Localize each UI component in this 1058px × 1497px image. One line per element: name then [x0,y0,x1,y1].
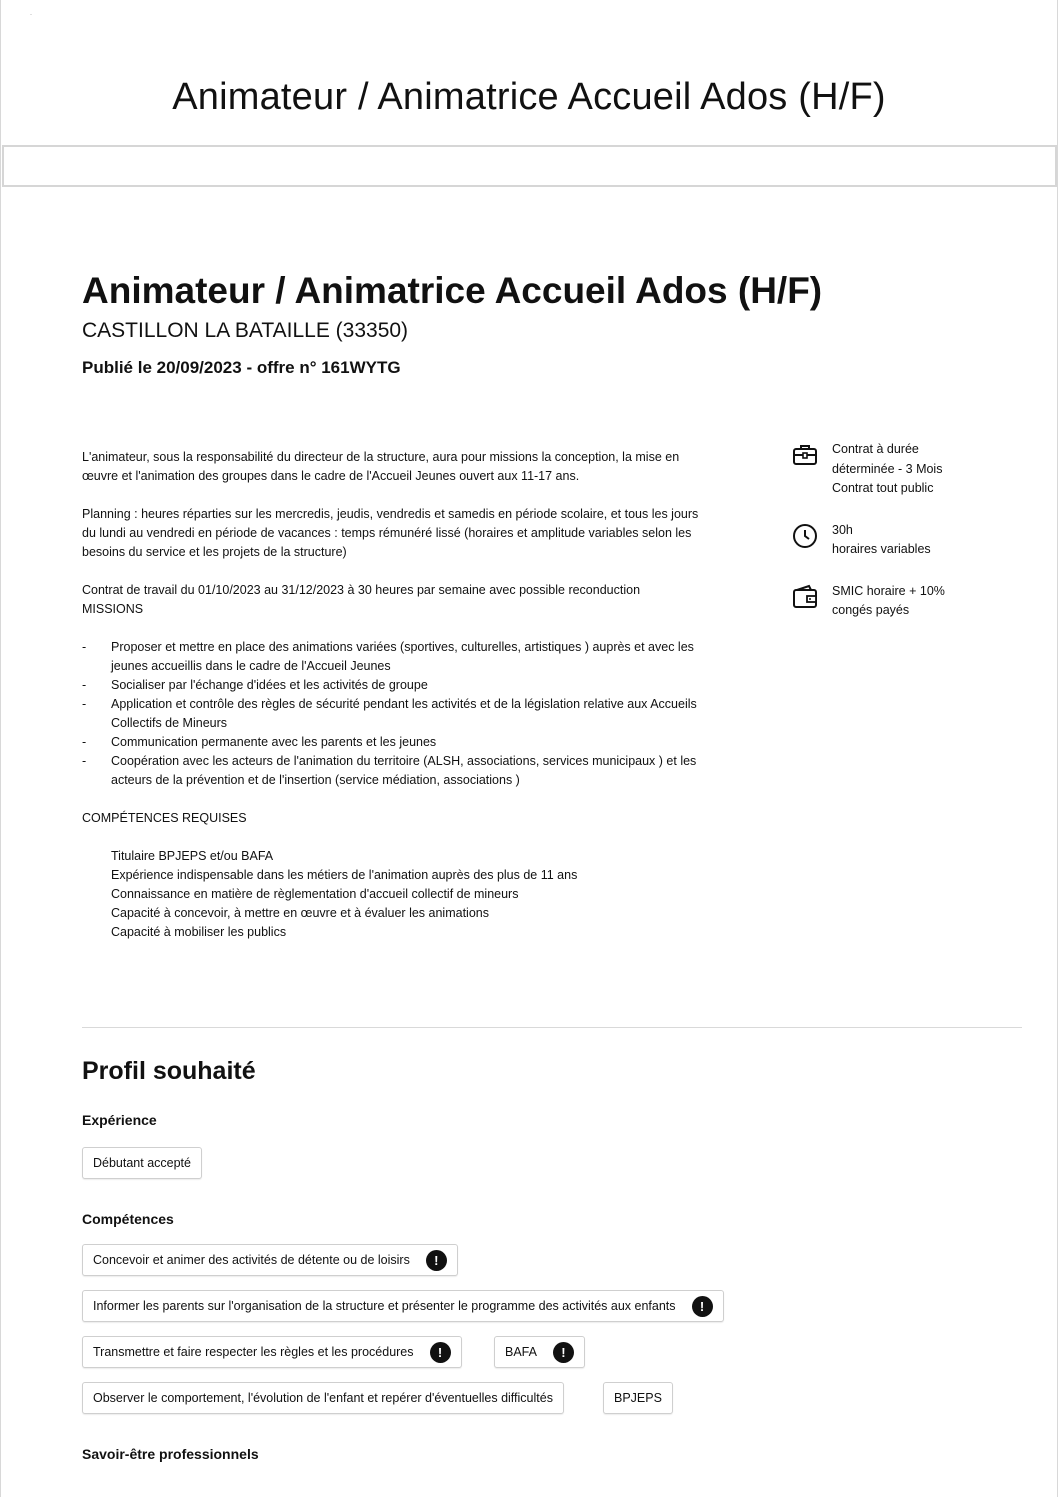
competences-heading: COMPÉTENCES REQUISES [82,811,247,825]
skill-chip: Concevoir et animer des activités de détente ou de loisirs ! [82,1244,458,1276]
mission-item: - Communication permanente avec les parents et les jeunes [82,735,437,749]
mission-item: - Application et contrôle des règles de sécurité pendant les activités et de la législation relative aux Accueils Collectifs de Mineurs [82,697,697,730]
warning-icon[interactable]: ! [426,1250,447,1271]
hours-line: 30h [832,522,853,537]
description-planning: Planning : heures réparties sur les mercredis, jeudis, vendredis et samedis en période scolaire, et tous les jours du lundi au vendredi en période de vacances : temps rémunéré lissé (horaires et amplitude variables selon les besoins du service et les projets de la structure) [82,507,699,559]
experience-chip: Débutant accepté [82,1147,202,1179]
hours-line: horaires variables [832,542,931,556]
hours-info [790,521,990,560]
skills-label: Compétences [82,1211,174,1227]
briefcase-icon [790,440,820,470]
missions-heading: MISSIONS [82,602,144,616]
page-marker: · [30,12,32,18]
offer-published: Publié le 20/09/2023 - offre n° 161WYTG [82,358,401,377]
header-title: Animateur / Animatrice Accueil Ados (H/F) [172,76,886,118]
salary-info [790,582,990,621]
contract-info [790,440,990,499]
salary-line: congés payés [832,603,910,617]
warning-icon[interactable]: ! [692,1296,713,1317]
header-bar [2,145,1057,187]
clock-icon [790,521,820,551]
contract-line: Contrat tout public [832,481,934,495]
experience-label: Expérience [82,1112,157,1128]
description-intro: L'animateur, sous la responsabilité du directeur de la structure, aura pour missions la conception, la mise en œuvre et l'animation des groupes dans le cadre de l'Accueil Jeunes ouvert aux 11-17 ans. [82,450,680,483]
competence-item: Titulaire BPJEPS et/ou BAFA [111,849,274,863]
offer-summary [790,440,990,643]
contract-line: déterminée - 3 Mois [832,461,943,476]
warning-icon[interactable]: ! [430,1342,451,1363]
competence-item: Connaissance en matière de règlementation d'accueil collectif de mineurs [111,887,519,901]
offer-title: Animateur / Animatrice Accueil Ados (H/F) [82,270,823,311]
competence-item: Capacité à concevoir, à mettre en œuvre et à évaluer les animations [111,906,489,920]
competence-item: Expérience indispensable dans les métiers de l'animation auprès des plus de 11 ans [111,868,578,882]
offer-location: CASTILLON LA BATAILLE (33350) [82,319,409,342]
section-divider [82,1027,1022,1028]
offer-description [82,448,702,942]
mission-item: - Proposer et mettre en place des animations variées (sportives, culturelles, artistiques ) auprès et avec les jeunes accueillis dans le cadre de l'Accueil Jeunes [82,640,694,673]
skill-chip: Informer les parents sur l'organisation de la structure et présenter le programme des activités aux enfants ! [82,1290,724,1322]
skill-chip: BAFA ! [494,1336,585,1368]
mission-item: - Socialiser par l'échange d'idées et les activités de groupe [82,678,428,692]
profile-title: Profil souhaité [82,1057,256,1085]
warning-icon[interactable]: ! [553,1342,574,1363]
mission-item: - Coopération avec les acteurs de l'animation du territoire (ALSH, associations, services municipaux ) et les acteurs de la prévention et de l'insertion (service médiation, associations ) [82,754,697,787]
salary-line: SMIC horaire + 10% [832,583,945,598]
description-contract: Contrat de travail du 01/10/2023 au 31/12/2023 à 30 heures par semaine avec possible reconduction [82,583,641,597]
soft-skills-label: Savoir-être professionnels [82,1446,259,1462]
wallet-icon [790,582,820,612]
skill-chip: Observer le comportement, l'évolution de l'enfant et repérer d'éventuelles difficultés [82,1382,564,1414]
contract-line: Contrat à durée [832,442,919,456]
skill-chip: Transmettre et faire respecter les règles et les procédures ! [82,1336,462,1368]
skill-chip: BPJEPS [603,1382,673,1414]
competence-item: Capacité à mobiliser les publics [111,925,287,939]
